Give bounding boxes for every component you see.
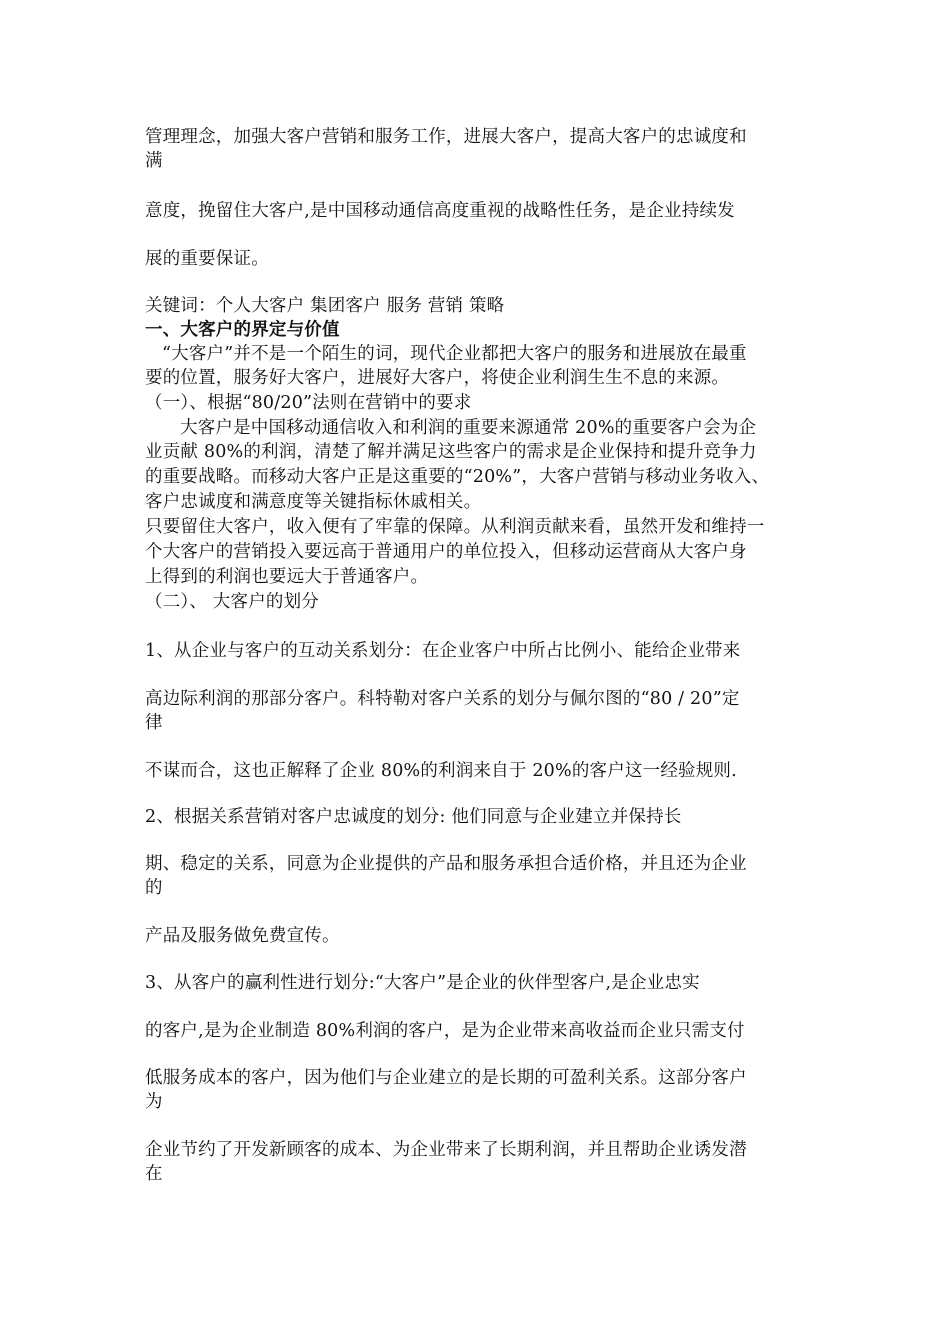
item3-line4: 企业节约了开发新顾客的成本、为企业带来了长期利润，并且帮助企业诱发潜 [145,1140,747,1160]
subsection1-heading: （一）、根据“80/20”法则在营销中的要求 [145,393,472,413]
item1-line2: 高边际利润的那部分客户。科特勒对客户关系的划分与佩尔图的“80 / 20”定 [145,689,740,709]
subsection1-para2-line2: 个大客户的营销投入要远高于普通用户的单位投入，但移动运营商从大客户身 [145,542,747,562]
item3-line2: 的客户,是为企业制造 80%利润的客户，是为企业带来高收益而企业只需支付 [145,1021,745,1041]
item3-line3-wrap: 为 [145,1092,163,1112]
intro-p1-line1: 管理理念，加强大客户营销和服务工作，进展大客户，提高大客户的忠诚度和 [145,127,747,147]
subsection1-para2-line1: 只要留住大客户，收入便有了牢靠的保障。从利润贡献来看，虽然开发和维持一 [145,517,765,537]
item2-line2-wrap: 的 [145,878,163,898]
subsection2-heading: （二）、 大客户的划分 [145,592,320,612]
subsection1-para2-line3: 上得到的利润也要远大于普通客户。 [145,567,429,587]
section1-para1-line1: “大客户”并不是一个陌生的词，现代企业都把大客户的服务和进展放在最重 [162,344,747,364]
keywords: 关键词：个人大客户 集团客户 服务 营销 策略 [145,296,505,316]
subsection1-para-line3: 的重要战略。而移动大客户正是这重要的“20%”，大客户营销与移动业务收入、 [145,467,770,487]
intro-p2-line1: 意度，挽留住大客户,是中国移动通信高度重视的战略性任务，是企业持续发 [145,201,735,221]
subsection1-para-line2: 业贡献 80%的利润，清楚了解并满足这些客户的需求是企业保持和提升竞争力 [145,442,757,462]
item1-line3: 不谋而合，这也正解释了企业 80%的利润来自于 20%的客户这一经验规则. [145,761,737,781]
section1-heading: 一、大客户的界定与价值 [145,320,340,340]
item1-line2-wrap: 律 [145,713,163,733]
item3-line4-wrap: 在 [145,1164,163,1184]
item2-line3: 产品及服务做免费宣传。 [145,926,340,946]
intro-p1-line2: 满 [145,151,163,171]
subsection1-para-line1: 大客户是中国移动通信收入和利润的重要来源通常 20%的重要客户会为企 [180,418,757,438]
subsection1-para-line4: 客户忠诚度和满意度等关键指标休戚相关。 [145,492,482,512]
item3-line3: 低服务成本的客户，因为他们与企业建立的是长期的可盈利关系。这部分客户 [145,1068,747,1088]
item2-line2: 期、稳定的关系，同意为企业提供的产品和服务承担合适价格，并且还为企业 [145,854,747,874]
section1-para1-line2: 要的位置，服务好大客户，进展好大客户，将使企业利润生生不息的来源。 [145,368,730,388]
item1-line1: 1、从企业与客户的互动关系划分：在企业客户中所占比例小、能给企业带来 [145,641,741,661]
item2-line1: 2、根据关系营销对客户忠诚度的划分: 他们同意与企业建立并保持长 [145,807,682,827]
item3-line1: 3、从客户的赢利性进行划分:“大客户”是企业的伙伴型客户,是企业忠实 [145,973,700,993]
intro-p3-line1: 展的重要保证。 [145,249,269,269]
